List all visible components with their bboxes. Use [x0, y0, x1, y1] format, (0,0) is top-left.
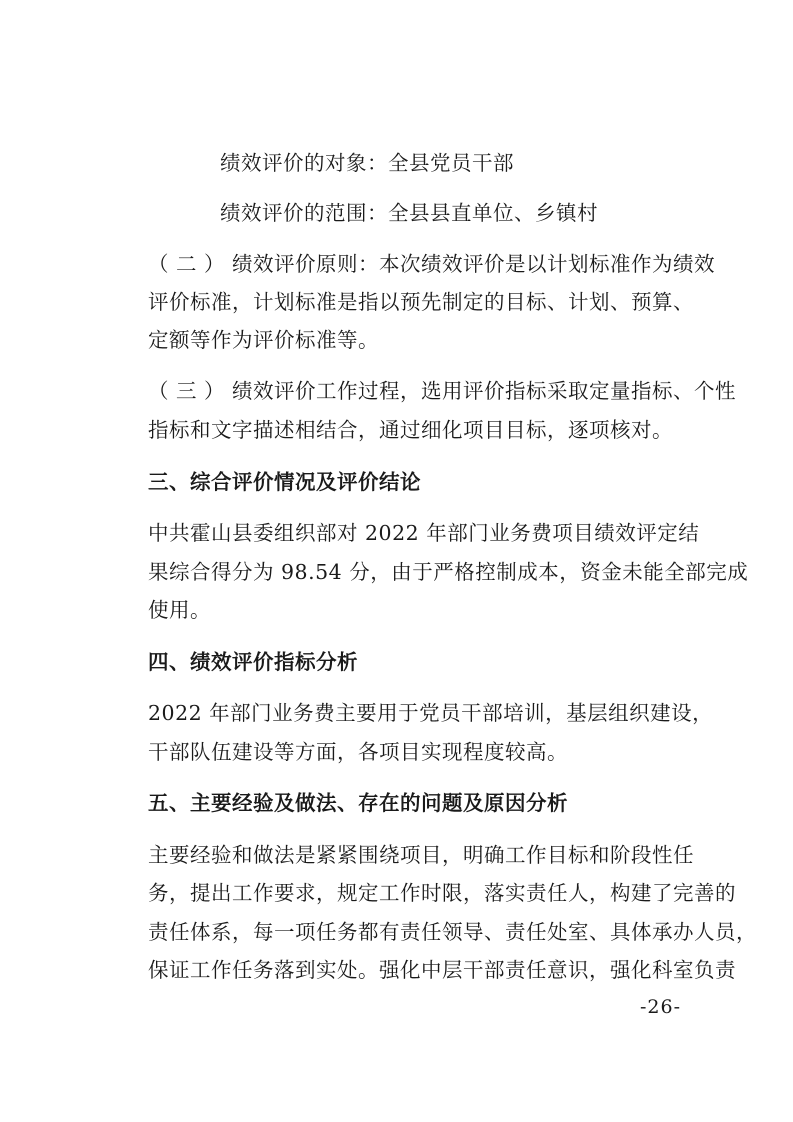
text-line-principle-1: （ 二 ） 绩效评价原则：本次绩效评价是以计划标准作为绩效	[148, 252, 716, 276]
text-line-principle-3: 定额等作为评价标准等。	[148, 328, 379, 352]
text-line-process-2: 指标和文字描述相结合，通过细化项目目标，逐项核对。	[148, 418, 673, 442]
section-heading-4: 四、绩效评价指标分析	[148, 650, 358, 674]
text-line-scope: 绩效评价的范围：全县县直单位、乡镇村	[220, 201, 598, 225]
text-line-process-1: （ 三 ） 绩效评价工作过程，选用评价指标采取定量指标、个性	[148, 379, 737, 403]
text-line-experience-1: 主要经验和做法是紧紧围绕项目，明确工作目标和阶段性任	[148, 843, 694, 867]
text-line-analysis-1: 2022 年部门业务费主要用于党员干部培训，基层组织建设，	[148, 701, 714, 725]
text-line-result-3: 使用。	[148, 598, 211, 622]
page-number: -26-	[640, 996, 682, 1018]
text-line-object: 绩效评价的对象：全县党员干部	[220, 151, 514, 175]
section-heading-3: 三、综合评价情况及评价结论	[148, 470, 421, 494]
text-line-result-1: 中共霍山县委组织部对 2022 年部门业务费项目绩效评定结	[148, 521, 700, 545]
text-line-experience-3: 责任体系，每一项任务都有责任领导、责任处室、具体承办人员，	[148, 920, 757, 944]
text-line-experience-4: 保证工作任务落到实处。强化中层干部责任意识，强化科室负责	[148, 958, 736, 982]
text-line-analysis-2: 干部队伍建设等方面，各项目实现程度较高。	[148, 740, 568, 764]
text-line-result-2: 果综合得分为 98.54 分，由于严格控制成本，资金未能全部完成	[148, 560, 749, 584]
text-line-experience-2: 务，提出工作要求，规定工作时限，落实责任人，构建了完善的	[148, 881, 736, 905]
text-line-principle-2: 评价标准，计划标准是指以预先制定的目标、计划、预算、	[148, 290, 694, 314]
section-heading-5: 五、主要经验及做法、存在的问题及原因分析	[148, 791, 568, 815]
